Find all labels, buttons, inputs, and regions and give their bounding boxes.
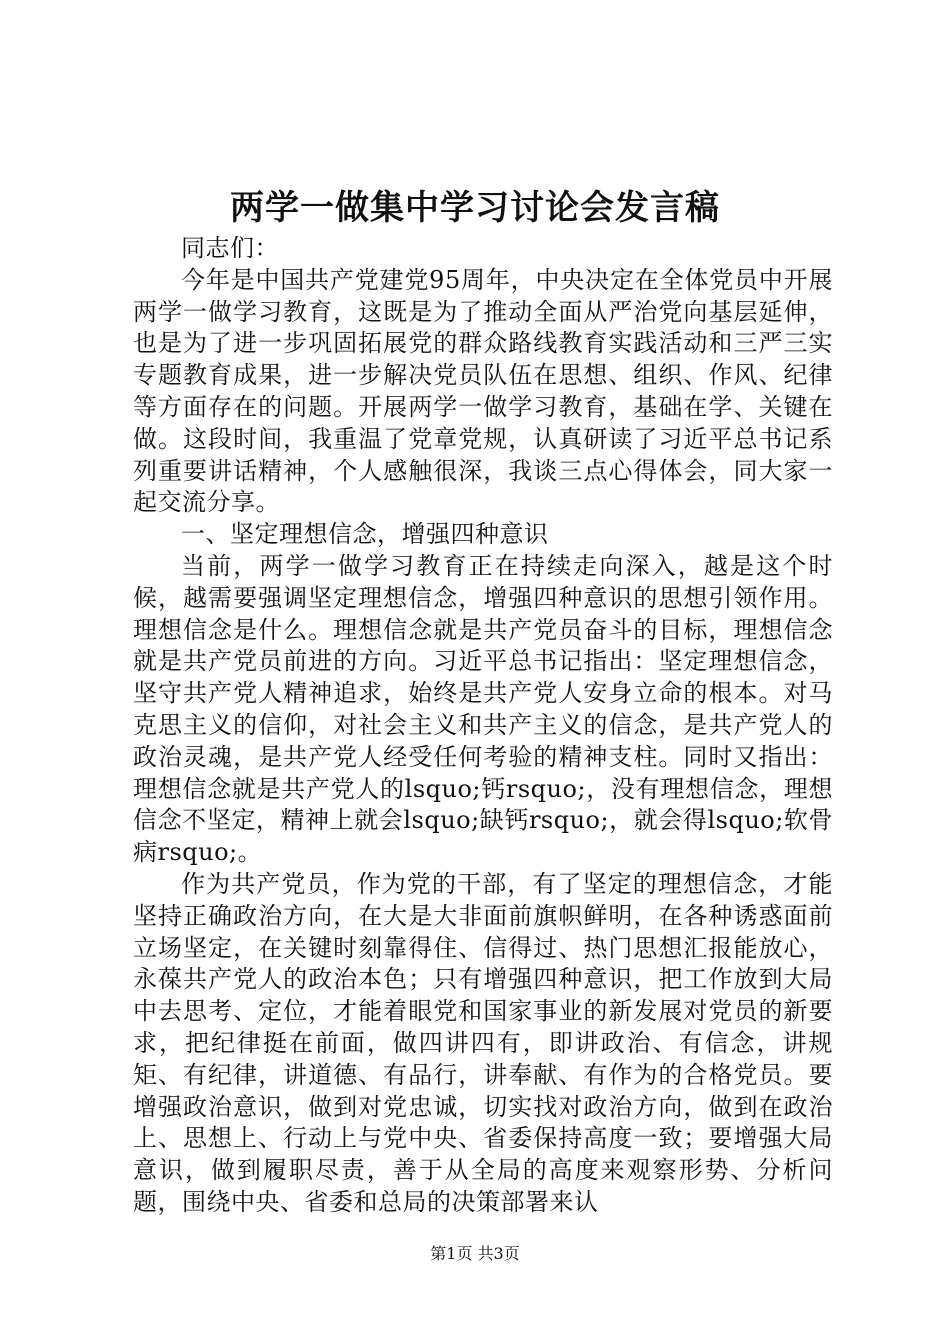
section-heading: 一、坚定理想信念，增强四种意识 — [181, 520, 549, 549]
paragraph-intro: 今年是中国共产党建党95周年，中央决定在全体党员中开展两学一做学习教育，这既是为了推动全面从严治党向基层延伸，也是为了进一步巩固拓展党的群众路线教育实践活动和三严三实专题教育成果，进一步解决党员队伍在思想、组织、作风、纪律等方面存在的问题。开展两学一做学习教育，基础在学、关键在做。这段时间，我重温了党章党规，认真研读了习近平总书记系列重要讲话精神，个人感触很深，我谈三点心得体会，同大家一起交流分享。 — [133, 265, 833, 517]
document-body — [133, 233, 833, 1219]
document-title: 两学一做集中学习讨论会发言稿 — [230, 188, 720, 228]
page-footer: 第1页 共3页 — [430, 1244, 520, 1263]
paragraph-ideals: 当前，两学一做学习教育正在持续走向深入，越是这个时候，越需要强调坚定理想信念，增强四种意识的思想引领作用。理想信念是什么。理想信念就是共产党员奋斗的目标，理想信念就是共产党员前进的方向。习近平总书记指出：坚定理想信念，坚守共产党人精神追求，始终是共产党人安身立命的根本。对马克思主义的信仰，对社会主义和共产主义的信念，是共产党人的政治灵魂，是共产党人经受任何考验的精神支柱。同时又指出：理想信念就是共产党人的lsquo;钙rsquo;，没有理想信念，理想信念不坚定，精神上就会lsquo;缺钙rsquo;，就会得lsquo;软骨病rsquo;。 — [133, 551, 833, 867]
salutation: 同志们： — [181, 234, 279, 262]
paragraph-party-member: 作为共产党员，作为党的干部，有了坚定的理想信念，才能坚持正确政治方向，在大是大非面前旗帜鲜明，在各种诱惑面前立场坚定，在关键时刻靠得住、信得过、热门思想汇报能放心，永葆共产党人的政治本色；只有增强四种意识，把工作放到大局中去思考、定位，才能着眼党和国家事业的新发展对党员的新要求，把纪律挺在前面，做四讲四有，即讲政治、有信念，讲规矩、有纪律，讲道德、有品行，讲奉献、有作为的合格党员。要增强政治意识，做到对党忠诚，切实找对政治方向，做到在政治上、思想上、行动上与党中央、省委保持高度一致；要增强大局意识，做到履职尽责，善于从全局的高度来观察形势、分析问题，围绕中央、省委和总局的决策部署来认 — [133, 869, 833, 1216]
